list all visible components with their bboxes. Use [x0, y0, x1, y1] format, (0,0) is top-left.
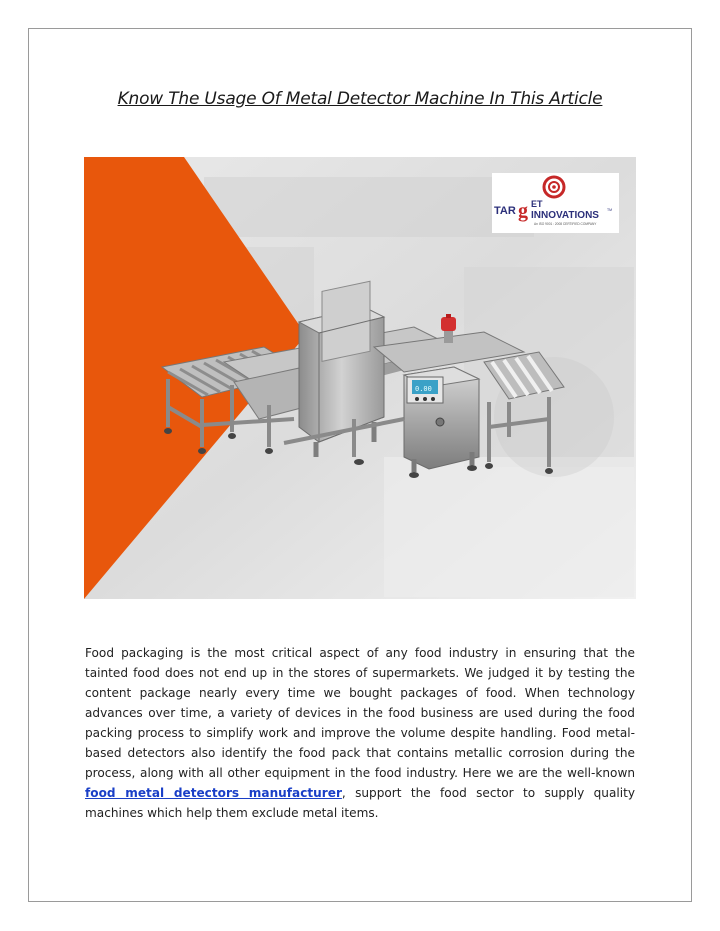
logo-text-tm: TM [607, 208, 613, 212]
logo-text-tar: TAR [494, 205, 516, 217]
control-display-value: 0.00 [415, 385, 432, 393]
logo-text-tagline: An ISO 9001 : 2008 CERTIFIED COMPANY [534, 222, 597, 226]
document-page [28, 28, 692, 902]
document-title: Know The Usage Of Metal Detector Machine In This Article [117, 89, 603, 109]
company-logo [492, 173, 619, 233]
article-paragraph [85, 643, 635, 823]
paragraph-text-before: Food packaging is the most critical aspect of any food industry in ensuring that the tainted food does not end up in the stores of supermarkets. We judged it by testing the content package nearly every time we bought packages of food. When technology advances over time, a variety of devices in the food business are used during the food packing process to simplify work and improve the volume despite handling. Food metal-based detectors also identify the food pack that contains metallic corrosion during the process, along with all other equipment in the food industry. Here we are the well-known [85, 646, 635, 780]
manufacturer-link[interactable]: food metal detectors manufacturer [85, 786, 342, 800]
logo-text-et: ET [531, 199, 543, 209]
logo-text-innovations: INNOVATIONS [531, 210, 599, 221]
logo-text-g: g [518, 200, 528, 222]
paragraph-text-after: , support the food sector to supply quality machines which help them exclude metal items. [85, 786, 635, 820]
product-image [84, 157, 636, 599]
